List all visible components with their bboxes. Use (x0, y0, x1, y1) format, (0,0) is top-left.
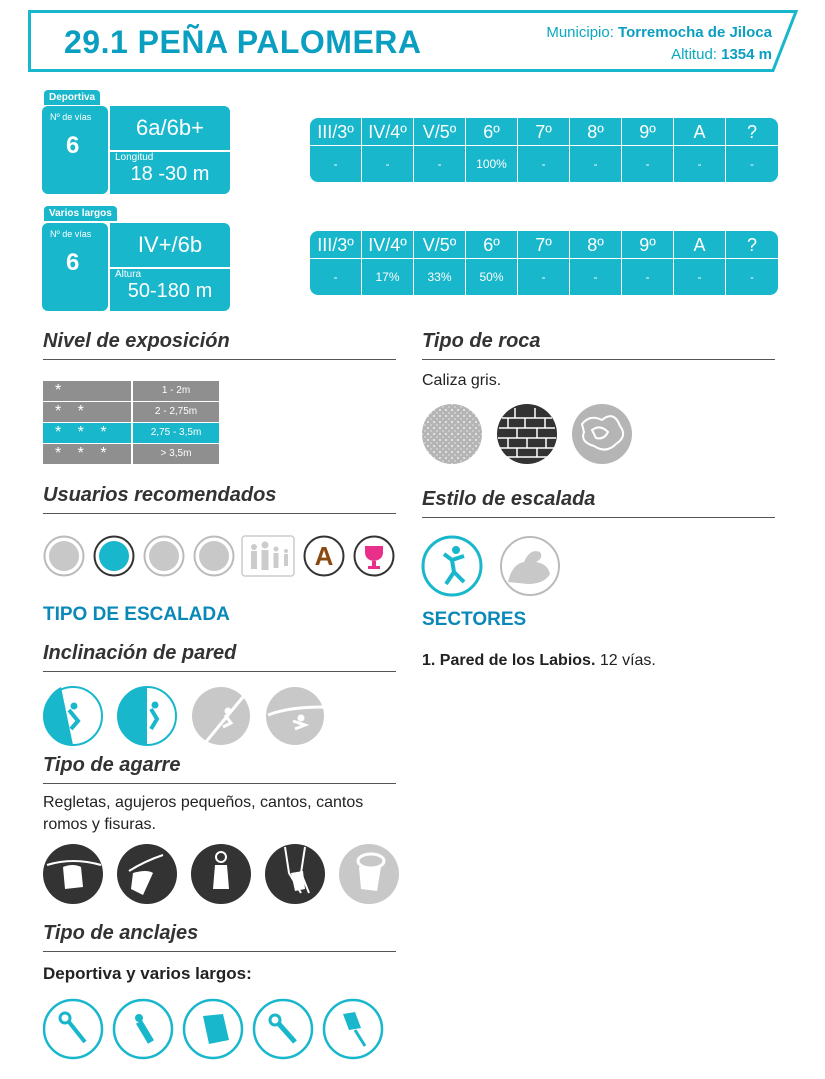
deportiva-grade-value: - (310, 146, 362, 182)
agarre-heading: Tipo de agarre (43, 754, 396, 784)
level-3-icon (145, 537, 184, 576)
exposure-stars: * * * * (43, 444, 131, 464)
sector-item (422, 650, 656, 672)
deportiva-grade-value: - (674, 146, 726, 182)
varios-largos-grade: IV+/6b (137, 232, 203, 257)
sector-detail: 12 vías. (599, 652, 656, 669)
varios-largos-grade-value: 50% (466, 259, 518, 295)
varios-largos-grade-value: - (622, 259, 674, 295)
power-arm-icon (501, 537, 559, 595)
conglomerate-rock-icon (422, 404, 482, 464)
overhang-wall-icon (192, 687, 250, 745)
sloper-icon (117, 844, 177, 904)
agarre-text: Regletas, agujeros pequeños, cantos, cantos romos y fisuras. (43, 794, 364, 833)
agarre-icons (43, 843, 403, 905)
varios-largos-grade-header: IV/4º (362, 231, 414, 259)
family-icon (242, 536, 294, 576)
varios-largos-grade-table (310, 231, 778, 295)
spit-icon (254, 1000, 312, 1058)
deportiva-grade-header: 8º (570, 118, 622, 146)
exposure-row (43, 423, 221, 443)
anclajes-subtitle: Deportiva y varios largos: (43, 964, 252, 983)
exposure-range: > 3,5m (131, 444, 219, 464)
deportiva-grade-header: 6º (466, 118, 518, 146)
varios-largos-height: 50-180 m (127, 280, 213, 302)
deportiva-grade-header: A (674, 118, 726, 146)
exposure-stars: * * * (43, 423, 131, 443)
technical-climber-icon (423, 537, 481, 595)
level-4-icon (195, 537, 234, 576)
artificial-letter: A (314, 541, 334, 571)
deportiva-grade-header: 9º (622, 118, 674, 146)
page-title: 29.1 PEÑA PALOMERA (64, 24, 422, 60)
usuarios-icons (43, 535, 403, 579)
exposure-row (43, 381, 221, 401)
level-1-icon (45, 537, 84, 576)
varios-largos-grade-box (110, 223, 230, 311)
exposure-row (43, 444, 221, 482)
location-info (546, 22, 772, 66)
anclajes-heading: Tipo de anclajes (43, 922, 396, 952)
deportiva-grade-header: III/3º (310, 118, 362, 146)
deportiva-grade: 6a/6b+ (136, 115, 204, 140)
municipio-label: Municipio: (546, 24, 614, 41)
varios-largos-count-label: Nº de vías (50, 229, 92, 239)
exposure-stars: * (43, 381, 131, 401)
varios-largos-grade-value: 33% (414, 259, 466, 295)
slab-wall-icon (44, 687, 102, 745)
deportiva-grade-value: - (518, 146, 570, 182)
sector-name: 1. Pared de los Labios. (422, 652, 596, 669)
sectores-heading: SECTORES (422, 609, 527, 630)
deportiva-grade-value: - (570, 146, 622, 182)
exposure-stars: * * (43, 402, 131, 422)
pocket-icon (191, 844, 251, 904)
varios-largos-height-label: Altura (115, 269, 142, 280)
estilo-heading: Estilo de escalada (422, 488, 775, 518)
exposure-range: 1 - 2m (131, 381, 219, 401)
anclajes-icons (43, 998, 403, 1060)
varios-largos-grade-header: A (674, 231, 726, 259)
deportiva-length-label: Longitud (115, 152, 154, 163)
piton-icon (184, 1000, 242, 1058)
roca-icons (420, 402, 640, 466)
varios-largos-grade-value: - (310, 259, 362, 295)
deportiva-grade-header: 7º (518, 118, 570, 146)
tipo-escalada-heading: TIPO DE ESCALADA (43, 604, 230, 625)
parabolt-icon (44, 1000, 102, 1058)
nut-icon (324, 1000, 382, 1058)
deportiva-count: 6 (66, 132, 80, 159)
competition-trophy-icon (355, 537, 394, 576)
exposure-row (43, 402, 221, 422)
varios-largos-grade-header: ? (726, 231, 778, 259)
usuarios-heading: Usuarios recomendados (43, 484, 396, 514)
deportiva-grade-value: - (414, 146, 466, 182)
deportiva-count-label: Nº de vías (50, 112, 92, 122)
vertical-wall-icon (118, 687, 176, 745)
deportiva-length: 18 -30 m (130, 163, 210, 185)
varios-largos-grade-header: 8º (570, 231, 622, 259)
roca-text: Caliza gris. (422, 372, 502, 389)
artificial-climbing-icon (305, 537, 344, 576)
deportiva-grade-box (110, 106, 230, 194)
varios-largos-count-box (42, 223, 108, 311)
varios-largos-grade-header: V/5º (414, 231, 466, 259)
varios-largos-grade-header: 6º (466, 231, 518, 259)
varios-largos-grade-value: - (750, 270, 754, 284)
roof-wall-icon (266, 687, 324, 745)
altitud-label: Altitud: (671, 46, 717, 63)
deportiva-grade-header: IV/4º (362, 118, 414, 146)
pinch-icon (339, 844, 399, 904)
crack-icon (265, 844, 325, 904)
crimp-icon (43, 844, 103, 904)
page-header (28, 10, 798, 72)
varios-largos-grade-header: 9º (622, 231, 674, 259)
exposure-range: 2,75 - 3,5m (131, 423, 219, 443)
deportiva-grade-value: - (362, 146, 414, 182)
varios-largos-grade-value: - (518, 259, 570, 295)
varios-largos-grade-header: III/3º (310, 231, 362, 259)
deportiva-grade-header: ? (726, 118, 778, 146)
granite-rock-icon (572, 404, 632, 464)
exposure-table (43, 381, 221, 482)
chemical-anchor-icon (114, 1000, 172, 1058)
varios-largos-grade-value: - (674, 259, 726, 295)
varios-largos-grade-value: - (570, 259, 622, 295)
deportiva-grade-table (310, 118, 778, 182)
exposicion-heading: Nivel de exposición (43, 330, 396, 360)
estilo-icons (420, 534, 570, 598)
deportiva-grade-header: V/5º (414, 118, 466, 146)
inclinacion-icons (43, 685, 333, 747)
inclinacion-heading: Inclinación de pared (43, 642, 396, 672)
exposure-range: 2 - 2,75m (131, 402, 219, 422)
deportiva-tag: Deportiva (44, 90, 100, 105)
level-2-icon (95, 537, 134, 576)
deportiva-grade-value: - (622, 146, 674, 182)
varios-largos-count: 6 (66, 249, 80, 276)
varios-largos-grade-header: 7º (518, 231, 570, 259)
deportiva-grade-value: 100% (466, 146, 518, 182)
municipio-value: Torremocha de Jiloca (618, 24, 772, 41)
varios-largos-grade-value: 17% (362, 259, 414, 295)
altitud-value: 1354 m (721, 46, 772, 63)
roca-heading: Tipo de roca (422, 330, 775, 360)
deportiva-grade-value: - (750, 157, 754, 171)
deportiva-count-box (42, 106, 108, 194)
varios-largos-tag: Varios largos (44, 206, 117, 221)
limestone-blocks-icon (497, 404, 557, 464)
